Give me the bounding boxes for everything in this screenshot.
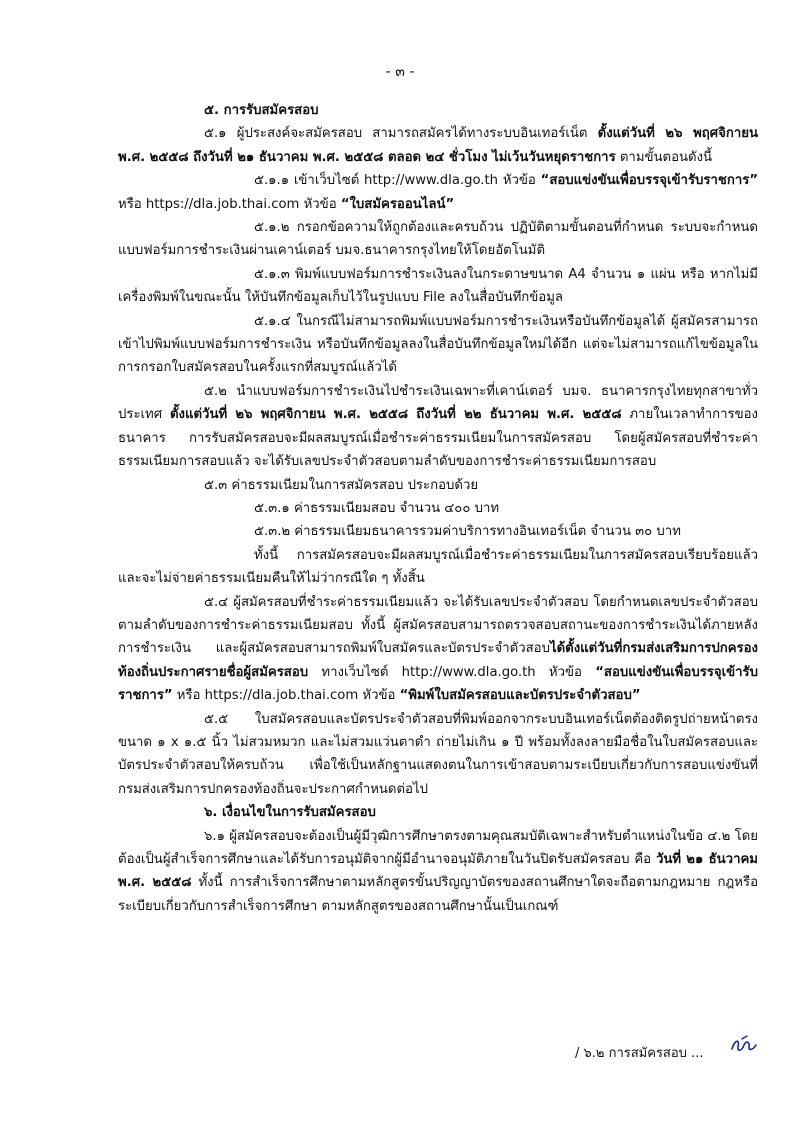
next-page-reference: / ๖.๒ การสมัครสอบ ...	[575, 1046, 704, 1061]
paragraph-5-1-1-text: ๕.๑.๑ เข้าเว็บไซต์ http://www.dla.go.th หัวข้อ	[254, 173, 541, 189]
paragraph-5-4-text: ๕.๔ ผู้สมัครสอบที่ชำระค่าธรรมเนียมแล้ว จะได้รับเลขประจำตัวสอบ โดยกำหนดเลขประจำตัวสอบตามลำดับของการชำระค่าธรรมเนียมสอบ ทั้งนี้ ผู้สมัครสอบสามารถตรวจสอบสถานะของการชำระเงินได้ภายหลังการชำระเงิน และผู้สมัครสอบสามารถพิมพ์ใบสมัครและบัตรประจำตัวสอบ	[118, 594, 758, 657]
paragraph-5-4-mid: หรือ https://dla.job.thai.com หัวข้อ	[172, 688, 400, 704]
paragraph-5-3-1: ๕.๓.๑ ค่าธรรมเนียมสอบ จำนวน ๔๐๐ บาท	[254, 500, 500, 516]
paragraph-5-2-tail: ภายในเวลาทำการของธนาคาร การรับสมัครสอบจะมีผลสมบูรณ์เมื่อชำระค่าธรรมเนียมในการสมัครสอบ โดยผู้สมัครสอบที่ชำระค่าธรรมเนียมการสอบแล้ว จะได้รับเลขประจำตัวสอบตามลำดับของการชำระค่าธรรมเนียมการสอบ	[118, 407, 758, 470]
paragraph-5-2-dates: ตั้งแต่วันที่ ๒๖ พฤศจิกายน พ.ศ. ๒๕๕๘ ถึงวันที่ ๒๒ ธันวาคม พ.ศ. ๒๕๕๘	[169, 407, 622, 423]
paragraph-5-1	[118, 122, 758, 169]
initials-signature-icon	[728, 1033, 758, 1057]
paragraph-6-1	[118, 825, 758, 919]
paragraph-5-1-text: ๕.๑ ผู้ประสงค์จะสมัครสอบ สามารถสมัครได้ทางระบบอินเทอร์เน็ต	[204, 126, 598, 142]
paragraph-5-1-1	[118, 169, 758, 216]
paragraph-5-1-tail: ตามขั้นตอนดังนี้	[615, 149, 713, 165]
paragraph-5-3-note: ทั้งนี้ การสมัครสอบจะมีผลสมบูรณ์เมื่อชำระค่าธรรมเนียมในการสมัครสอบเรียบร้อยแล้วและจะไม่จ่ายค่าธรรมเนียมคืนให้ไม่ว่ากรณีใด ๆ ทั้งสิ้น	[118, 547, 758, 587]
paragraph-5-1-1-mid: หรือ https://dla.job.thai.com หัวข้อ	[118, 196, 341, 212]
paragraph-5-3: ๕.๓ ค่าธรรมเนียมในการสมัครสอบ ประกอบด้วย	[204, 477, 479, 493]
paragraph-5-4	[118, 591, 758, 708]
section-5-heading: ๕. การรับสมัครสอบ	[204, 103, 319, 118]
paragraph-6-1-tail: ทั้งนี้ การสำเร็จการศึกษาตามหลักสูตรขั้นปริญญาบัตรของสถานศึกษาใดจะถือตามกฎหมาย กฎหรือระเบียบเกี่ยวกับการสำเร็จการศึกษา ตามหลักสูตรของสถานศึกษานั้นเป็นเกณฑ์	[118, 875, 758, 914]
paragraph-5-1-dates: ตั้งแต่วันที่ ๒๖ พฤศจิกายน พ.ศ. ๒๕๕๘ ถึงวันที่ ๒๑ ธันวาคม พ.ศ. ๒๕๕๘ ตลอด ๒๔ ชั่วโมง ไม่เว้นวันหยุดราชการ	[118, 126, 759, 165]
paragraph-5-4-date-note: ได้ตั้งแต่วันที่กรมส่งเสริมการปกครองท้องถิ่นประกาศรายชื่อผู้สมัครสอบ	[118, 641, 758, 680]
paragraph-5-4-topic-2: “พิมพ์ใบสมัครสอบและบัตรประจำตัวสอบ”	[399, 688, 641, 704]
page-number: - ๓ -	[385, 64, 415, 80]
paragraph-5-1-4: ๕.๑.๔ ในกรณีไม่สามารถพิมพ์แบบฟอร์มการชำระเงินหรือบันทึกข้อมูลได้ ผู้สมัครสามารถเข้าไปพิมพ์แบบฟอร์มการชำระเงิน หรือบันทึกข้อมูลลงในสื่อบันทึกข้อมูลใหม่ได้อีก แต่จะไม่สามารถแก้ไขข้อมูลในการกรอกใบสมัครสอบในครั้งแรกที่สมบูรณ์แล้วได้	[118, 313, 758, 376]
document-body	[118, 99, 758, 918]
paragraph-5-1-1-topic-2: “ใบสมัครออนไลน์”	[340, 196, 455, 212]
paragraph-5-1-2: ๕.๑.๒ กรอกข้อความให้ถูกต้องและครบถ้วน ปฏิบัติตามขั้นตอนที่กำหนด ระบบจะกำหนดแบบฟอร์มการชำระเงินผ่านเคาน์เตอร์ บมจ.ธนาคารกรุงไทยให้โดยอัตโนมัติ	[118, 220, 758, 259]
paragraph-5-2-text: ๕.๒ นำแบบฟอร์มการชำระเงินไปชำระเงินเฉพาะที่เคาน์เตอร์ บมจ. ธนาคารกรุงไทยทุกสาขาทั่วประเทศ	[118, 383, 758, 423]
paragraph-5-2	[118, 380, 758, 474]
paragraph-5-1-1-topic-1: “สอบแข่งขันเพื่อบรรจุเข้ารับราชการ”	[540, 173, 758, 189]
paragraph-5-4-topic-1: “สอบแข่งขันเพื่อบรรจุเข้ารับราชการ”	[118, 664, 758, 704]
paragraph-5-5: ๕.๕ ใบสมัครสอบและบัตรประจำตัวสอบที่พิมพ์ออกจากระบบอินเทอร์เน็ตต้องติดรูปถ่ายหน้าตรงขนาด ๑ x ๑.๕ นิ้ว ไม่สวมหมวก และไม่สวมแว่นตาดำ ถ่ายไม่เกิน ๑ ปี พร้อมทั้งลงลายมือชื่อในใบสมัครสอบและบัตรประจำตัวสอบให้ครบถ้วน เพื่อใช้เป็นหลักฐานแสดงตนในการเข้าสอบตามระเบียบเกี่ยวกับการสอบแข่งขันที่กรมส่งเสริมการปกครองท้องถิ่นจะประกาศกำหนดต่อไป	[118, 711, 758, 797]
paragraph-6-1-date: วันที่ ๒๑ ธันวาคม พ.ศ. ๒๕๕๘	[118, 852, 758, 891]
section-6-heading: ๖. เงื่อนไขในการรับสมัครสอบ	[204, 805, 376, 821]
paragraph-5-3-2: ๕.๓.๒ ค่าธรรมเนียมธนาคารรวมค่าบริการทางอินเทอร์เน็ต จำนวน ๓๐ บาท	[254, 524, 681, 540]
paragraph-6-1-text: ๖.๑ ผู้สมัครสอบจะต้องเป็นผู้มีวุฒิการศึกษาตรงตามคุณสมบัติเฉพาะสำหรับตำแหน่งในข้อ ๔.๒ โดยต้องเป็นผู้สำเร็จการศึกษาและได้รับการอนุมัติจากผู้มีอำนาจอนุมัติภายในวันปิดรับสมัครสอบ คือ	[118, 828, 758, 867]
paragraph-5-1-3: ๕.๑.๓ พิมพ์แบบฟอร์มการชำระเงินลงในกระดาษขนาด A4 จำนวน ๑ แผ่น หรือ หากไม่มีเครื่องพิมพ์ในขณะนั้น ให้บันทึกข้อมูลเก็บไว้ในรูปแบบ File ลงในสื่อบันทึกข้อมูล	[118, 266, 758, 306]
paragraph-5-4-web: ทางเว็บไซต์ http://www.dla.go.th หัวข้อ	[308, 664, 596, 680]
